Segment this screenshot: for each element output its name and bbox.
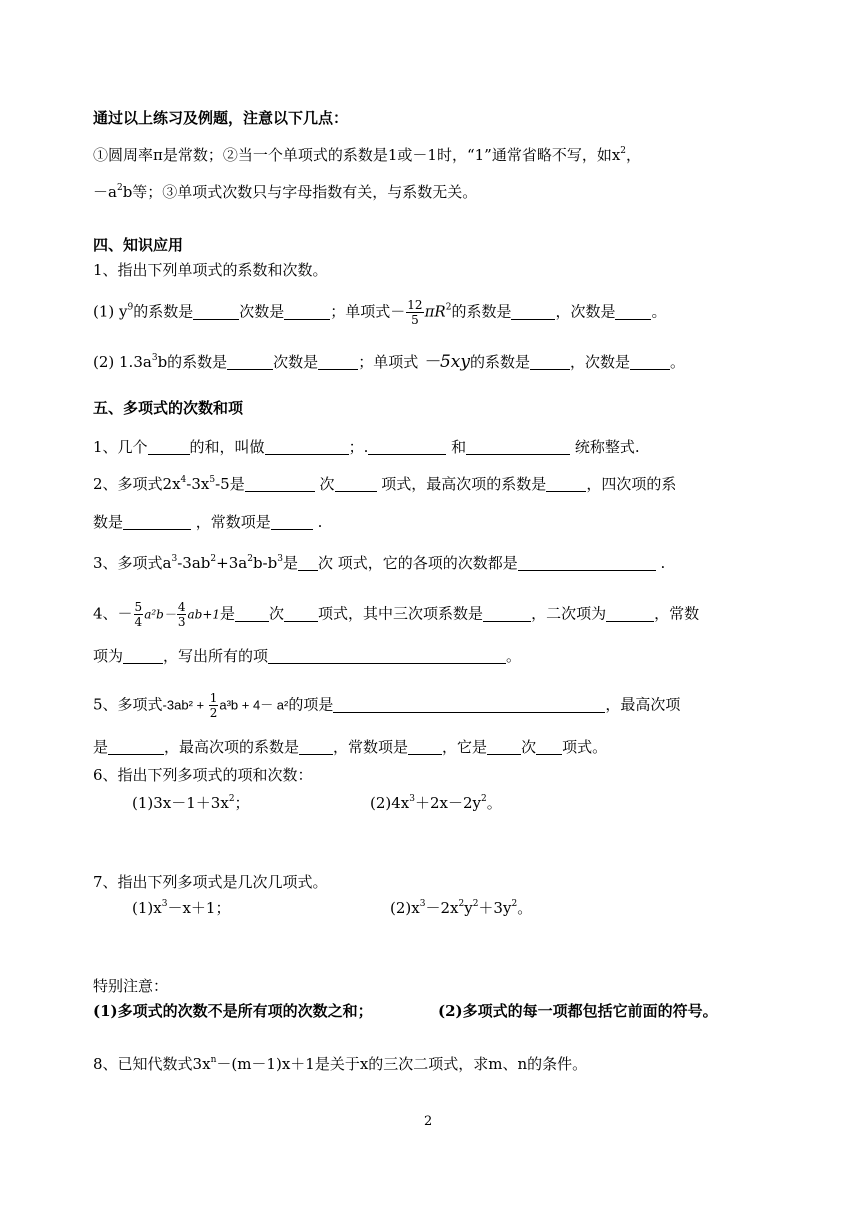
sec5-q4: 4、－ $\frac{5}{4}$ a²b－ $\frac{4}{3}$ ab+1是 次 项式，其中三次项系数是 ，二次项为 ，常数 (93, 600, 700, 629)
sec5-q3: 3、多项式$a^3-3ab^2+3a^2b-b^3$是 次 项式，它的各项的次数都是 . (93, 554, 666, 572)
blank[interactable] (408, 739, 442, 755)
blank[interactable] (615, 304, 651, 320)
blank[interactable] (483, 606, 531, 622)
blank[interactable] (335, 476, 377, 492)
blank[interactable] (108, 739, 164, 755)
sec5-q7-b: $(2)x^3-2x^2y^2+3y^2$。 (390, 899, 533, 917)
blank[interactable] (606, 606, 654, 622)
notes-heading: 通过以上练习及例题，注意以下几点： (93, 109, 349, 127)
blank[interactable] (546, 476, 586, 492)
blank[interactable] (227, 354, 273, 370)
blank[interactable] (518, 555, 656, 571)
notes-line-2: $-a^2b$等；③单项式次数只与字母指数有关，与系数无关。 (93, 183, 478, 201)
sec5-q5: 5、多项式-3ab² + $\frac{1}{2}$ a³b + 4－ a²的项是 ，最高次项 (93, 691, 681, 720)
blank[interactable] (333, 697, 605, 713)
fraction: $\frac{12}{5}$ (407, 298, 423, 327)
sec4-q1a: (1) $y^9$的系数是 次数是 ；单项式－ $\frac{12}{5}$ $\pi R^2$的系数是 ，次数是 。 (93, 298, 667, 327)
blank[interactable] (245, 476, 315, 492)
blank[interactable] (368, 439, 446, 455)
blank[interactable] (318, 354, 358, 370)
blank[interactable] (193, 304, 239, 320)
section-4-title: 四、知识应用 (93, 236, 184, 254)
blank[interactable] (466, 439, 570, 455)
sec5-q6-b: $(2)4x^3+2x-2y^2$。 (370, 794, 502, 812)
blank[interactable] (536, 739, 562, 755)
blank[interactable] (299, 739, 333, 755)
blank[interactable] (298, 555, 318, 571)
sec5-q2: 2、多项式$2x^4-3x^5-5$是 次 项式，最高次项的系数是 ，四次项的系 (93, 475, 677, 493)
sec5-q7-title: 7、指出下列多项式是几次几项式。 (93, 873, 328, 891)
blank[interactable] (284, 304, 330, 320)
sec5-q7-a: $(1)x^3-x+1$； (132, 899, 231, 917)
blank[interactable] (511, 304, 555, 320)
blank[interactable] (123, 648, 163, 664)
blank[interactable] (268, 648, 506, 664)
sec4-q1b: (2) $1.3a^3b$的系数是 次数是 ；单项式 －5xy的系数是 ，次数是 。 (93, 352, 686, 372)
sec5-q2-cont: 数是 ，常数项是 . (93, 513, 323, 531)
page-number: 2 (424, 1114, 433, 1129)
section-5-title: 五、多项式的次数和项 (93, 399, 244, 417)
blank[interactable] (284, 606, 318, 622)
sec5-q5-cont: 是 ，最高次项的系数是 ，常数项是 ，它是 次 项式。 (93, 738, 608, 756)
sec5-q1: 1、几个 的和，叫做 ；. 和 统称整式. (93, 438, 640, 456)
sec5-q8: 8、已知代数式$3x^n-(m-1)x+1$是关于x的三次二项式，求m、n的条件。 (93, 1055, 588, 1073)
blank[interactable] (487, 739, 521, 755)
sec5-q6-a: $(1)3x-1+3x^2$； (132, 794, 250, 812)
blank[interactable] (530, 354, 570, 370)
special-note-b: (2)多项式的每一项都包括它前面的符号。 (438, 1002, 718, 1020)
special-note-a: (1)多项式的次数不是所有项的次数之和； (93, 1002, 373, 1020)
blank[interactable] (271, 514, 313, 530)
blank[interactable] (265, 439, 349, 455)
sec5-q6-title: 6、指出下列多项式的项和次数： (93, 766, 313, 784)
sec4-q1: 1、指出下列单项式的系数和次数。 (93, 261, 328, 279)
blank[interactable] (148, 439, 190, 455)
blank[interactable] (630, 354, 670, 370)
special-note-title: 特别注意： (93, 977, 169, 995)
notes-line-1: ①圆周率π是常数；②当一个单项式的系数是1或－1时，“1”通常省略不写，如$x^2$， (93, 146, 642, 164)
blank[interactable] (235, 606, 269, 622)
sec5-q4-cont: 项为 ，写出所有的项 。 (93, 647, 522, 665)
blank[interactable] (123, 514, 191, 530)
